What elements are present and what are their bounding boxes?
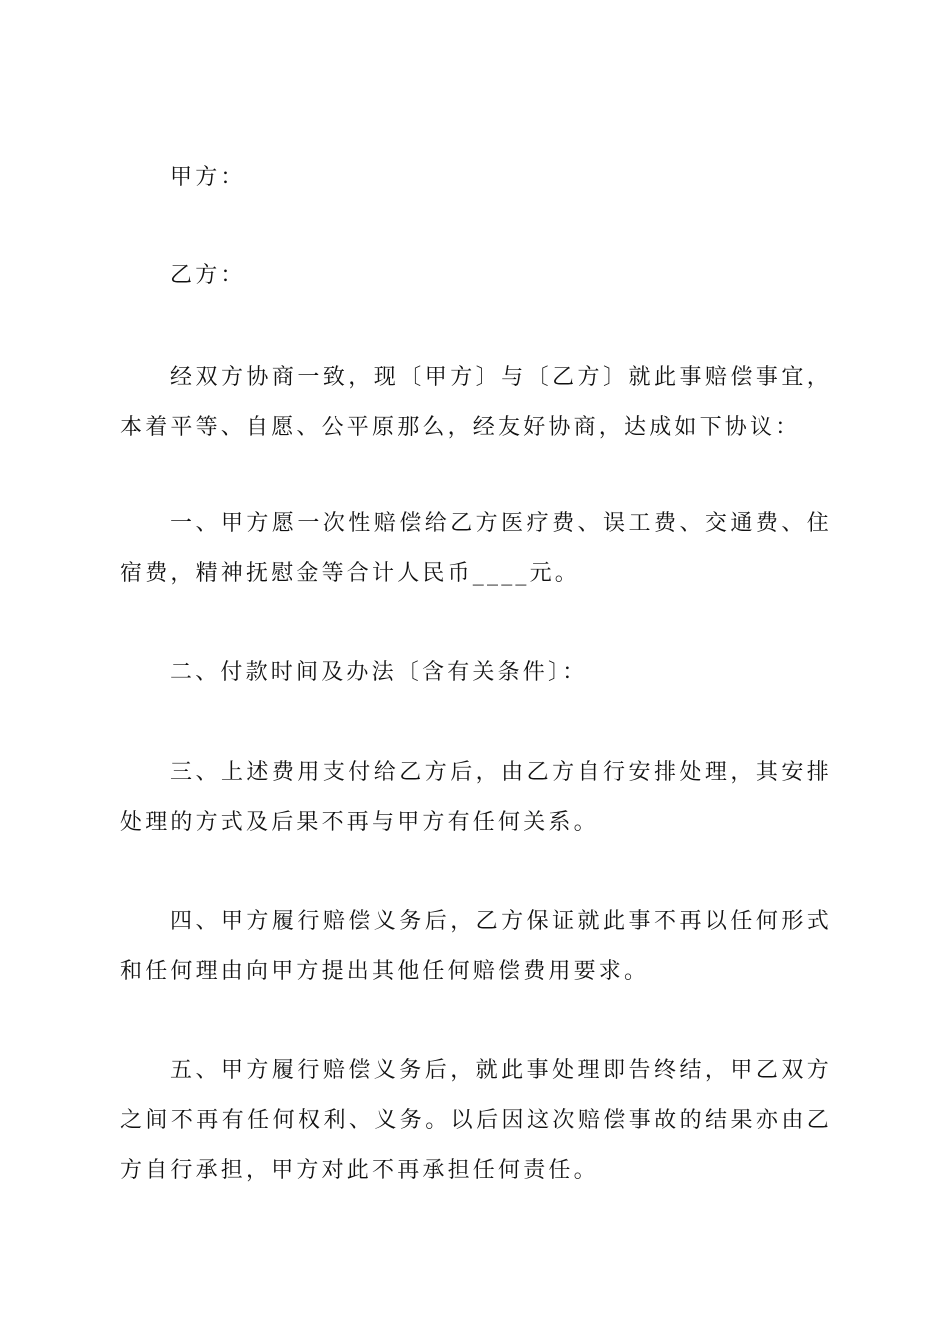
clause-1: 一、甲方愿一次性赔偿给乙方医疗费、误工费、交通费、住宿费，精神抚慰金等合计人民币____元。 [120, 511, 832, 586]
clause-3: 三、上述费用支付给乙方后，由乙方自行安排处理，其安排处理的方式及后果不再与甲方有任何关系。 [120, 760, 832, 835]
clause-4: 四、甲方履行赔偿义务后，乙方保证就此事不再以任何形式和任何理由向甲方提出其他任何赔偿费用要求。 [120, 909, 832, 984]
party-a-line: 甲方： [170, 165, 246, 190]
party-b-line: 乙方： [170, 263, 246, 288]
clause-2: 二、付款时间及办法〔含有关条件〕： [170, 660, 588, 685]
clause-5: 五、甲方履行赔偿义务后，就此事处理即告终结，甲乙双方之间不再有任何权利、义务。以后因这次赔偿事故的结果亦由乙方自行承担，甲方对此不再承担任何责任。 [120, 1058, 832, 1183]
intro-paragraph: 经双方协商一致，现〔甲方〕与〔乙方〕就此事赔偿事宜，本着平等、自愿、公平原那么，经友好协商，达成如下协议： [120, 365, 832, 440]
